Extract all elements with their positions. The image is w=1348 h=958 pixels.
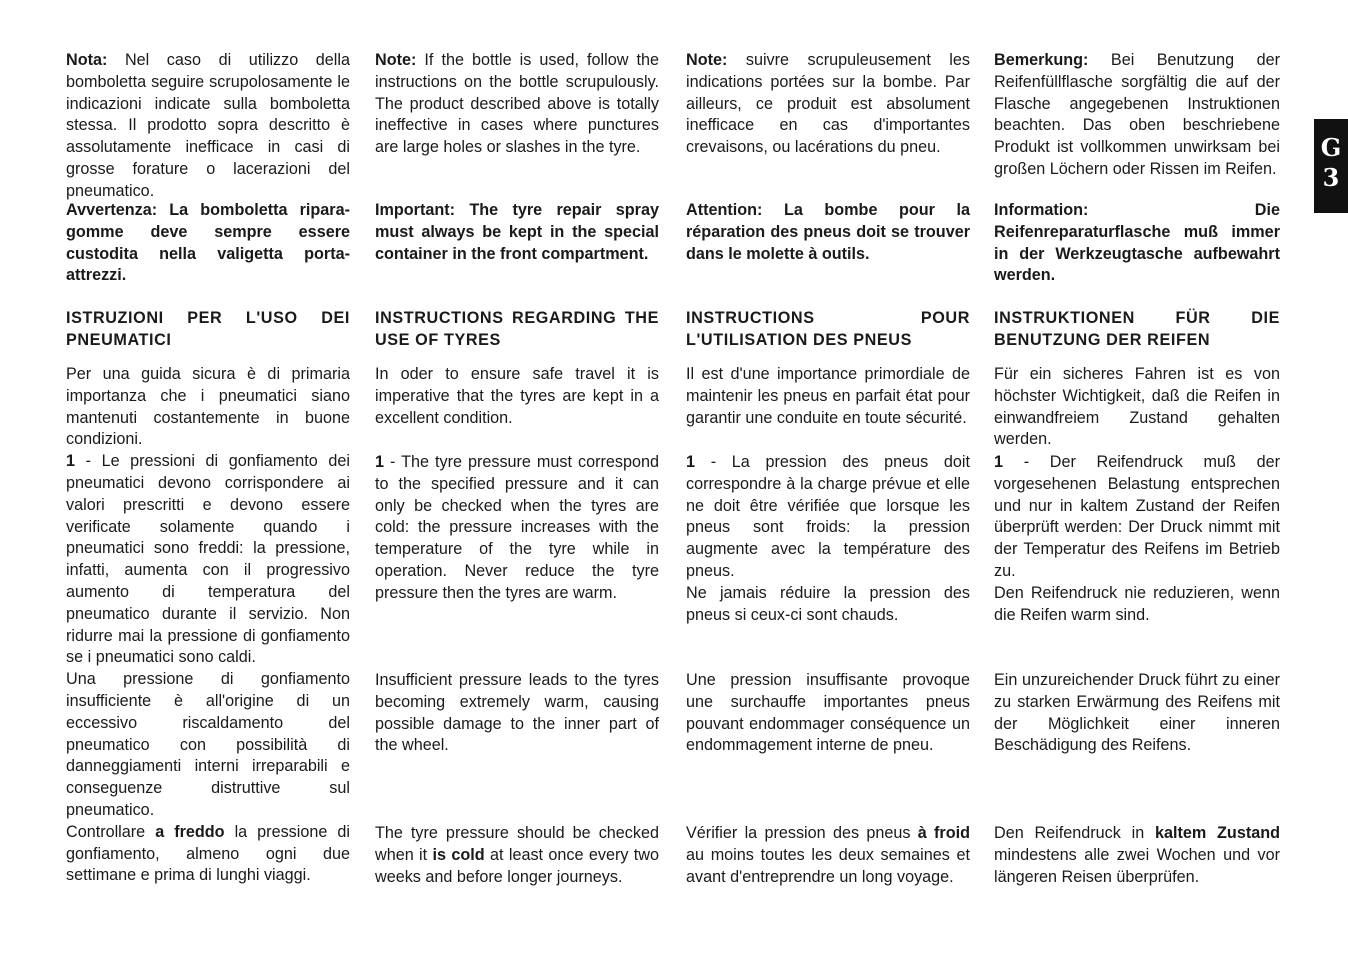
check-cold-paragraph (66, 822, 350, 887)
never-reduce-paragraph: Den Reifendruck nie reduzieren, wenn die Reifen warm sind. (994, 583, 1280, 624)
warning-paragraph: Avvertenza: La bomboletta ripara-gomme deve sempre essere custodita nella valigetta porta-attrezzi. (66, 201, 350, 285)
check-text-bold: is cold (432, 845, 485, 864)
column-italian (66, 50, 350, 887)
section-tab (1314, 119, 1348, 213)
intro-paragraph: In oder to ensure safe travel it is imperative that the tyres are kept in a excellent condition. (375, 365, 659, 427)
check-cold-paragraph (994, 823, 1280, 888)
item-number: 1 (375, 453, 385, 471)
insufficient-pressure-paragraph: Una pressione di gonfiamento insufficiente è all'origine di un eccessivo riscaldamento del pneumatico con possibilità di danneggiamenti interni irreparabili e conseguenze distruttive sul pneumatico. (66, 670, 350, 819)
check-text-b: mindestens alle zwei Wochen und vor längeren Reisen überprüfen. (994, 845, 1280, 886)
section-heading: ISTRUZIONI PER L'USO DEI PNEUMATICI (66, 309, 350, 349)
note-paragraph (66, 50, 350, 200)
check-text-b: la pressione di gonfiamento, almeno ogni due settimane e prima di lunghi viaggi. (66, 822, 350, 885)
pressure-text: - The tyre pressure must correspond to the specified pressure and it can only be checked when the tyres are cold: the pressure increases with the temperature of the tyre while in operation. Never reduce the tyre pressure then the tyres are warm. (375, 453, 659, 602)
item-number: 1 (994, 453, 1004, 471)
pressure-block (686, 452, 970, 670)
section-heading: INSTRUCTIONS POUR L'UTILISATION DES PNEUS (686, 309, 970, 349)
pressure-text: - Der Reifendruck muß der vorgesehenen Belastung entsprechen und nur in kaltem Zustand der Reifen überprüft werden: Der Druck nimmt mit der Temperatur des Reifens im Betrieb zu. (994, 453, 1280, 580)
intro-paragraph: Il est d'une importance primordiale de maintenir les pneus en parfait état pour garantir une conduite en toute sécurité. (686, 365, 970, 427)
check-text-a: Den Reifendruck in (994, 824, 1155, 842)
check-text-bold: kaltem Zustand (1154, 824, 1280, 842)
section-tab-letter: G (1320, 133, 1342, 162)
note-text: suivre scrupuleusement les indications portées sur la bombe. Par ailleurs, ce produit est absolument inefficace en cas d'importantes crevaisons, ou lacérations du pneu. (686, 51, 970, 157)
note-text: If the bottle is used, follow the instructions on the bottle scrupulously. The product described above is totally ineffective in cases where punctures are large holes or slashes in the tyre. (375, 51, 659, 157)
intro-paragraph: Für ein sicheres Fahren ist es von höchster Wichtigkeit, daß die Reifen in einwandfreiem Zustand gehalten werden. (994, 365, 1280, 449)
check-text-b: au moins toutes les deux semaines et avant d'entreprendre un long voyage. (686, 845, 970, 886)
check-cold-paragraph (375, 823, 659, 888)
check-text-a: Controllare (66, 822, 156, 841)
check-text-a: Vérifier la pression des pneus (686, 824, 918, 842)
column-german (994, 50, 1280, 888)
note-label: Nota: (66, 51, 108, 69)
warning-paragraph: Information: Die Reifenreparaturflasche muß immer in der Werkzeugtasche aufbewahrt werden. (994, 201, 1280, 285)
check-cold-paragraph (686, 823, 970, 888)
insufficient-pressure-paragraph: Ein unzureichender Druck führt zu einer zu starken Erwärmung des Reifens mit der Möglichkeit einer inneren Beschädigung des Reifens. (994, 671, 1280, 755)
note-text: Nel caso di utilizzo della bomboletta seguire scrupolosamente le indicazioni indicate sulla bomboletta stessa. Il prodotto sopra descritto è assolutamente inefficace in casi di grosse forature o lacerazioni del pneumatico. (66, 51, 350, 200)
pressure-paragraph (994, 452, 1280, 583)
pressure-paragraph (686, 452, 970, 583)
never-reduce-paragraph: Ne jamais réduire la pression des pneus si ceux-ci sont chauds. (686, 583, 970, 624)
pressure-text: - Le pressioni di gonfiamento dei pneumatici devono corrispondere ai valori prescritti e devono essere verificate solamente quando i pneumatici sono freddi: la pressione, infatti, aumenta con il progressivo aumento di temperatura del pneumatico durante il servizio. Non ridurre mai la pressione di gonfiamento se i pneumatici sono caldi. (66, 452, 350, 667)
section-heading: INSTRUCTIONS REGARDING THE USE OF TYRES (375, 309, 659, 349)
check-text-b: at least once every two weeks and before longer journeys. (375, 845, 659, 886)
warning-paragraph: Attention: La bombe pour la réparation des pneus doit se trouver dans le molette à outils. (686, 201, 970, 263)
warning-paragraph: Important: The tyre repair spray must always be kept in the special container in the front compartment. (375, 201, 659, 263)
section-heading: INSTRUKTIONEN FÜR DIE BENUTZUNG DER REIFEN (994, 309, 1280, 349)
note-text: Bei Benutzung der Reifenfüllflasche sorgfältig die auf der Flasche angegebenen Instruktionen beachten. Das oben beschriebene Produkt ist vollkommen unwirksam bei großen Löchern oder Rissen im Reifen. (994, 51, 1280, 178)
insufficient-pressure-paragraph: Insufficient pressure leads to the tyres becoming extremely warm, causing possible damage to the inner part of the wheel. (375, 671, 659, 755)
note-paragraph (994, 50, 1280, 200)
item-number: 1 (66, 452, 76, 471)
pressure-paragraph (66, 451, 350, 669)
check-text-bold: a freddo (155, 822, 225, 841)
intro-paragraph: Per una guida sicura è di primaria importanza che i pneumatici siano mantenuti costantemente in buone condizioni. (66, 365, 350, 449)
pressure-text: - La pression des pneus doit correspondre à la charge prévue et elle ne doit être vérifiée que lorsque les pneus sont froids: la pression augmente avec la température des pneus. (686, 453, 970, 580)
note-label: Bemerkung: (994, 51, 1089, 69)
column-english (375, 50, 659, 888)
column-french (686, 50, 970, 888)
insufficient-pressure-paragraph: Une pression insuffisante provoque une surchauffe importantes pneus pouvant endommager conséquence un endommagement interne de pneu. (686, 671, 970, 755)
check-text-bold: à froid (917, 824, 970, 842)
item-number: 1 (686, 453, 696, 471)
note-paragraph (686, 50, 970, 200)
note-label: Note: (375, 51, 417, 69)
pressure-paragraph (375, 452, 659, 670)
pressure-block (994, 452, 1280, 670)
note-label: Note: (686, 51, 728, 69)
section-tab-number: 3 (1322, 163, 1340, 192)
note-paragraph (375, 50, 659, 200)
check-text-a: The tyre pressure should be checked when it (375, 824, 659, 864)
